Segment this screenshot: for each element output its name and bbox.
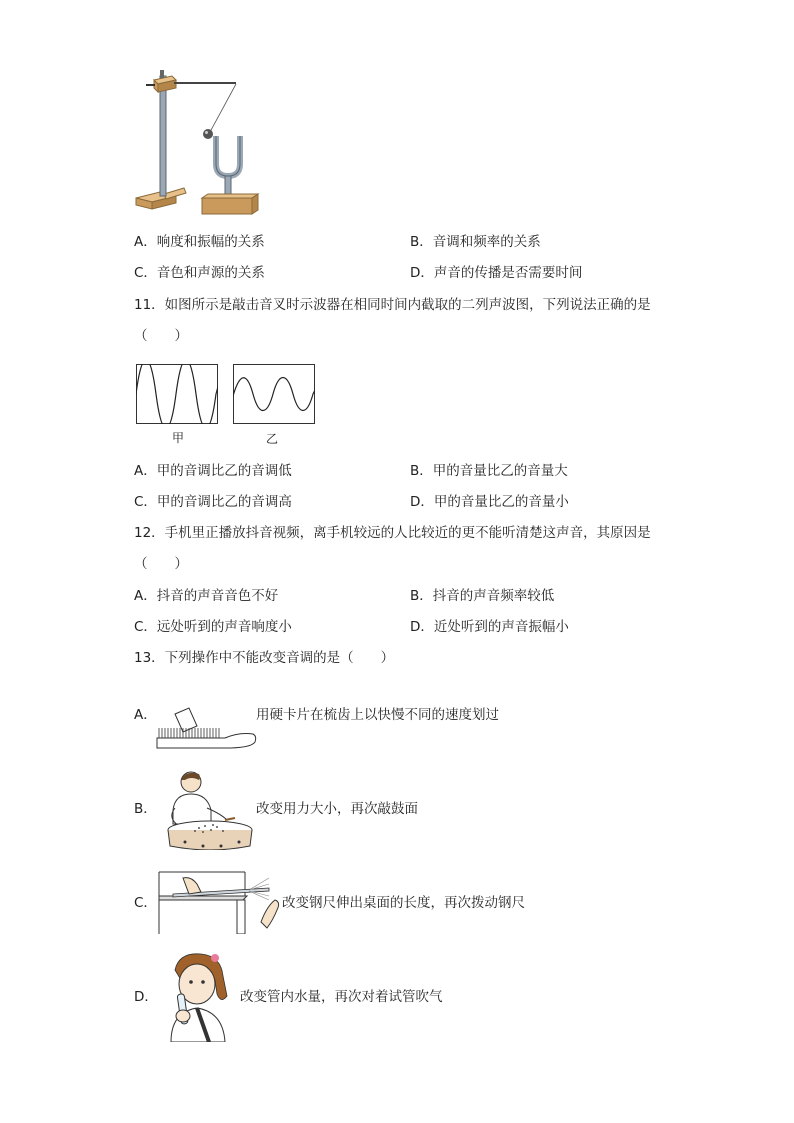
q10-option-c: C．音色和声源的关系 <box>134 265 265 281</box>
q13-option-c-letter: C． <box>134 895 157 911</box>
q13-option-a-text: 用硬卡片在梳齿上以快慢不同的速度划过 <box>256 707 499 723</box>
ruler-table-figure <box>157 870 283 934</box>
q12-option-a: A．抖音的声音音色不好 <box>134 588 279 604</box>
q11-answer-paren: （ ） <box>134 328 188 344</box>
waveform-jia <box>136 364 218 424</box>
q11-stem: 11．如图所示是敲击音叉时示波器在相同时间内截取的二列声波图，下列说法正确的是 <box>134 297 651 313</box>
waveform-label-yi: 乙 <box>266 432 279 446</box>
q11-option-b: B．甲的音量比乙的音量大 <box>410 463 568 479</box>
q13-option-a-letter: A． <box>134 707 157 723</box>
q10-option-b: B．音调和频率的关系 <box>410 234 541 250</box>
waveform-label-jia: 甲 <box>172 431 185 445</box>
comb-card-figure <box>155 706 259 750</box>
q10-option-d: D．声音的传播是否需要时间 <box>410 265 583 281</box>
q13-option-d-text: 改变管内水量，再次对着试管吹气 <box>240 989 443 1005</box>
q13-option-b-text: 改变用力大小，再次敲鼓面 <box>256 801 418 817</box>
q13-option-b-letter: B． <box>134 801 157 817</box>
q12-option-d: D．近处听到的声音振幅小 <box>410 619 569 635</box>
girl-test-tube-figure <box>157 950 239 1042</box>
q12-stem: 12．手机里正播放抖音视频，离手机较远的人比较近的更不能听清楚这声音，其原因是 <box>134 525 651 541</box>
q13-option-c-text: 改变钢尺伸出桌面的长度，再次拨动钢尺 <box>282 895 525 911</box>
q12-option-b: B．抖音的声音频率较低 <box>410 588 555 604</box>
q12-option-c: C．远处听到的声音响度小 <box>134 619 292 635</box>
q11-option-c: C．甲的音调比乙的音调高 <box>134 494 292 510</box>
q13-option-d-letter: D． <box>134 989 158 1005</box>
q12-answer-paren: （ ） <box>134 556 188 572</box>
drum-figure <box>155 768 255 850</box>
tuning-fork-apparatus-figure <box>130 68 265 218</box>
q10-option-a: A．响度和振幅的关系 <box>134 234 265 250</box>
q11-option-d: D．甲的音量比乙的音量小 <box>410 494 569 510</box>
q11-option-a: A．甲的音调比乙的音调低 <box>134 463 292 479</box>
waveform-yi <box>233 364 315 424</box>
q13-stem: 13．下列操作中不能改变音调的是（ ） <box>134 650 395 666</box>
